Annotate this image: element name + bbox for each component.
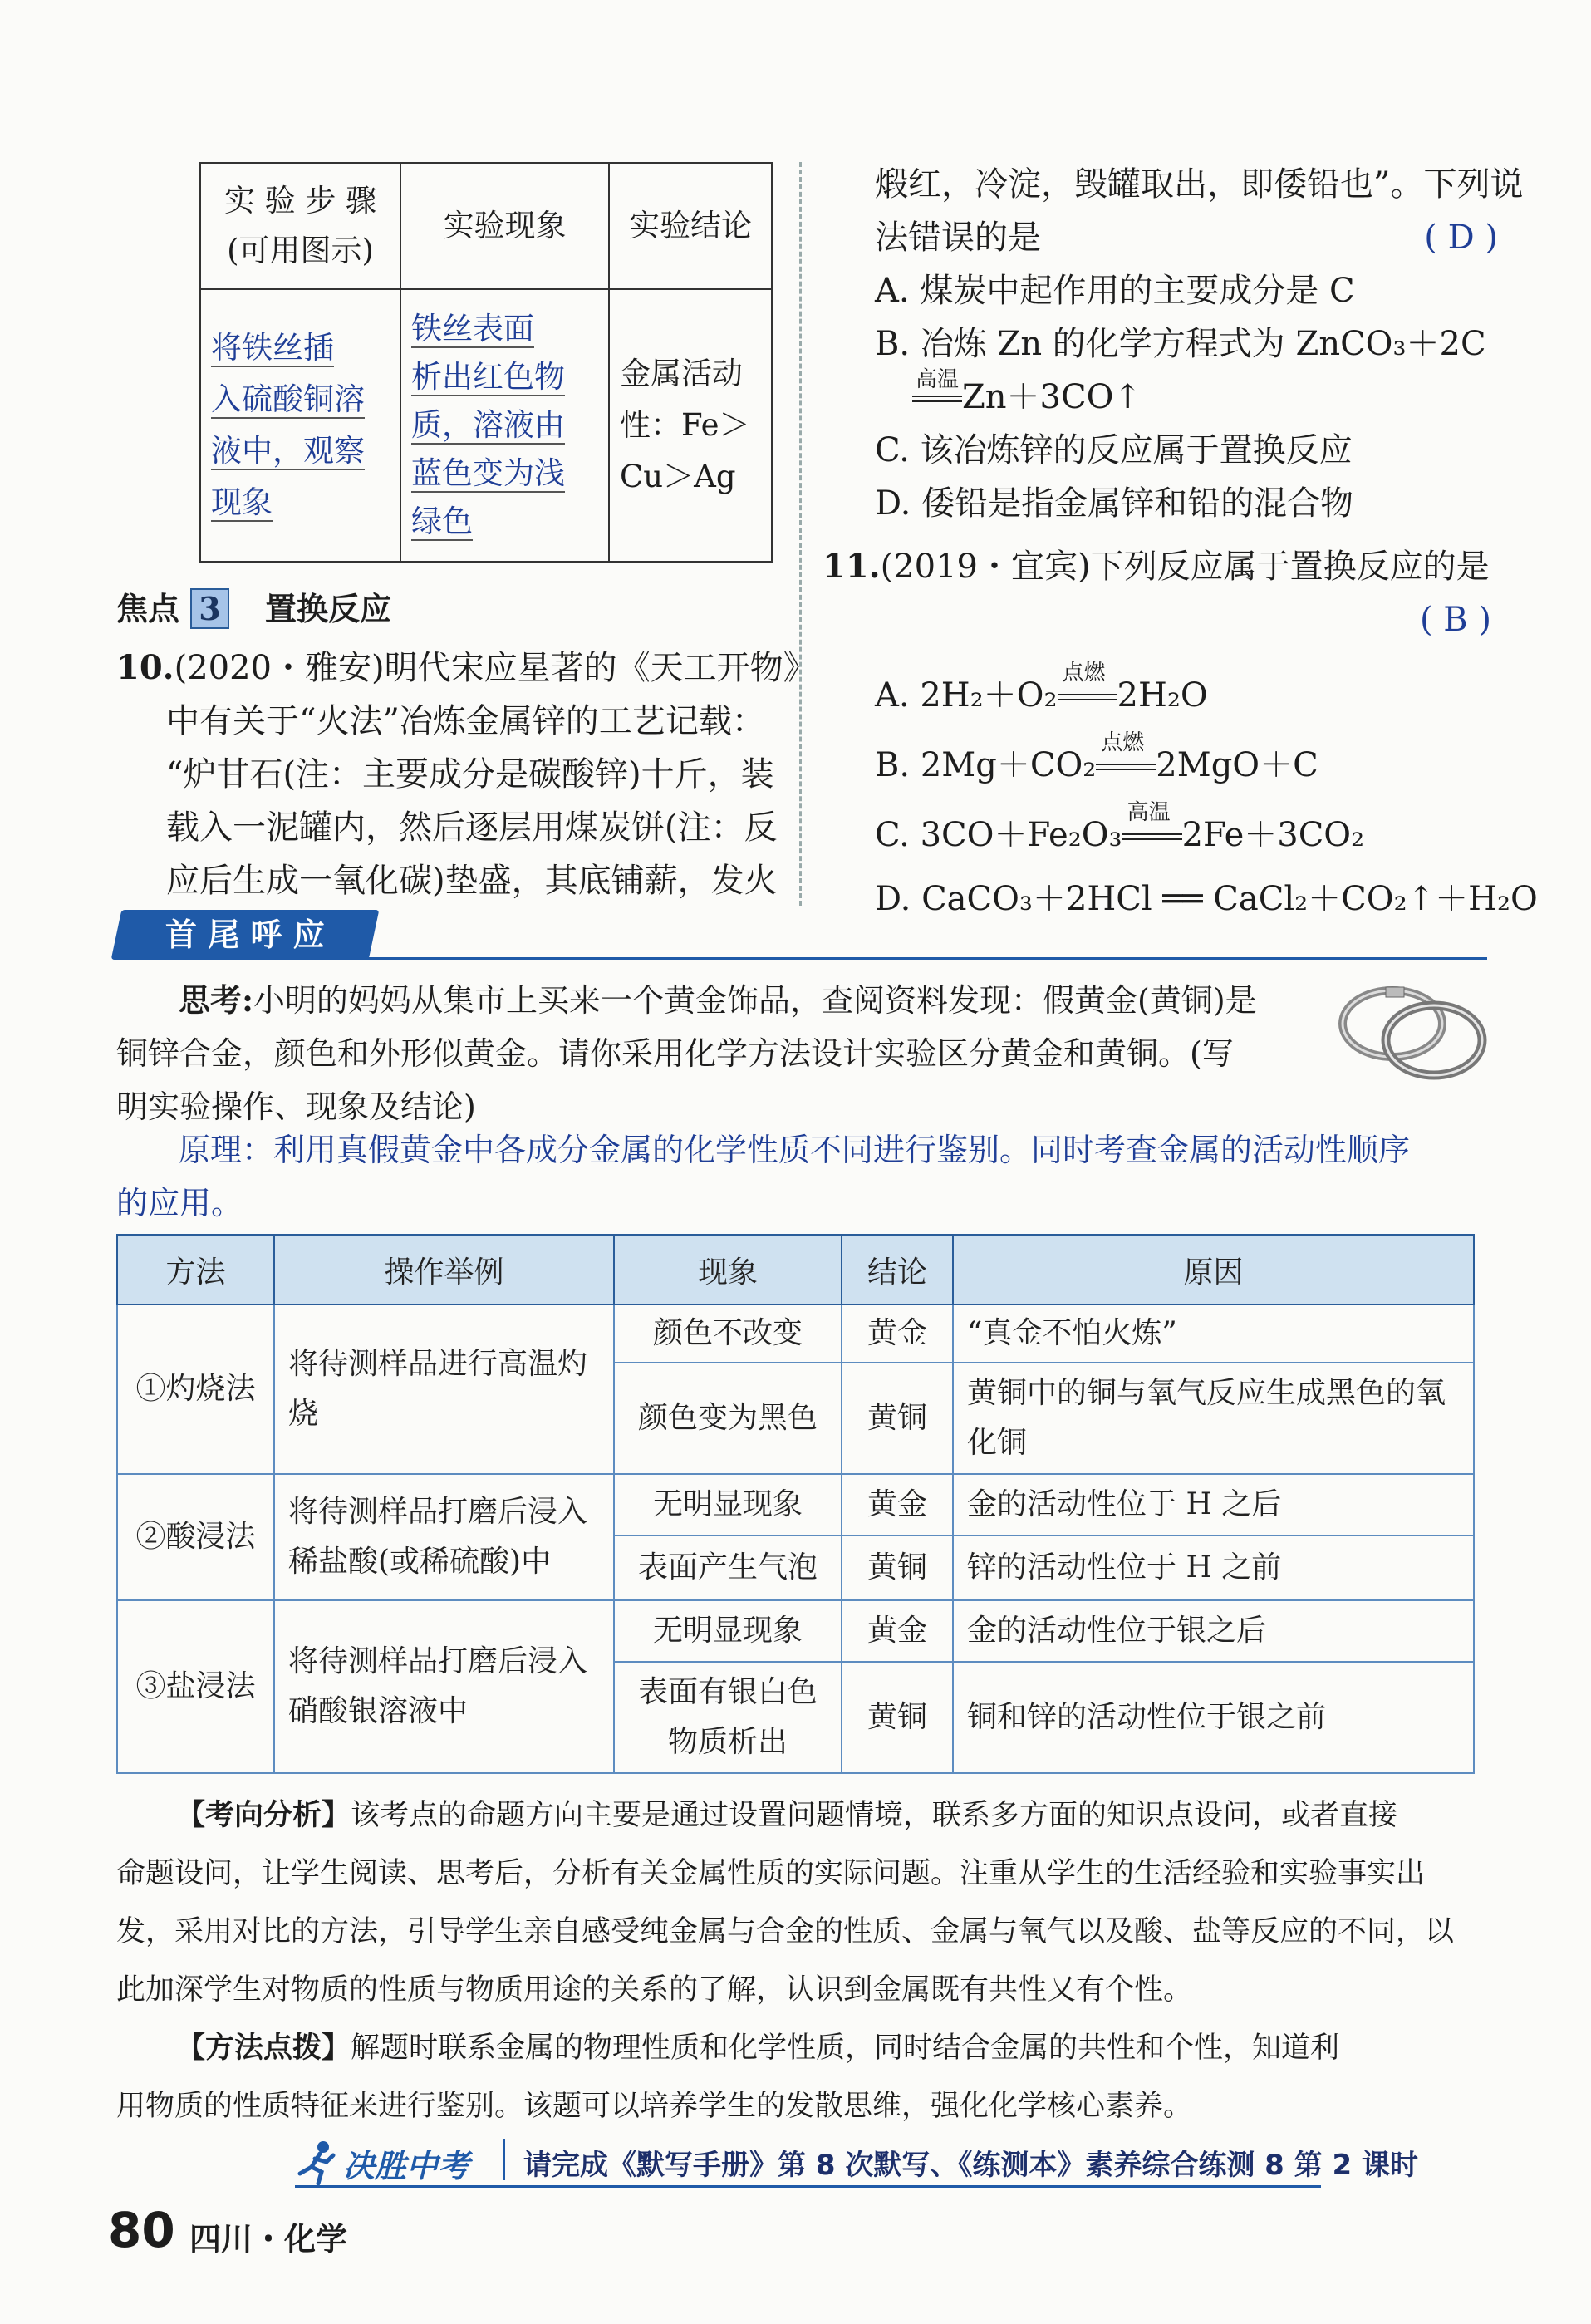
q10-cont-line: 煅红，冷淀，毁罐取出，即倭铅也”。下列说 bbox=[875, 165, 1524, 204]
reaction-arrow bbox=[1096, 730, 1156, 800]
question-10 bbox=[116, 641, 817, 907]
method-tip-line: 解题时联系金属的物理性质和化学性质，同时结合金属的共性和个性，知道利 bbox=[351, 2032, 1340, 2065]
footer-brand: 决胜中考 bbox=[343, 2148, 470, 2184]
question-10-continued bbox=[875, 158, 1524, 530]
q11-answer: ( B ) bbox=[1419, 601, 1491, 639]
exp-step-cell bbox=[200, 289, 400, 562]
focus-number-badge: 3 bbox=[190, 588, 228, 629]
q11-b-products: 2MgO＋C bbox=[1156, 746, 1318, 784]
exp-conclusion-line: 金属活动 bbox=[620, 356, 743, 391]
reaction-arrow bbox=[912, 367, 962, 424]
q10-cont-line: 法错误的是 bbox=[875, 219, 1041, 257]
principle-line: 的应用。 bbox=[116, 1185, 243, 1221]
page-subject: 四川・化学 bbox=[189, 2221, 348, 2258]
cmp-operation: 将待测样品打磨后浸入稀盐酸(或稀硫酸)中 bbox=[274, 1474, 614, 1600]
q11-number: 11. bbox=[823, 547, 881, 586]
reaction-arrow bbox=[1122, 800, 1182, 870]
cmp-reason: “真金不怕火炼” bbox=[953, 1304, 1474, 1363]
cmp-conclusion: 黄铜 bbox=[842, 1662, 953, 1773]
cmp-reason: 黄铜中的铜与氧气反应生成黑色的氧化铜 bbox=[953, 1363, 1474, 1474]
analysis-line: 发，采用对比的方法，引导学生亲自感受纯金属与合金的性质、金属与氧气以及酸、盐等反应的不同，以 bbox=[116, 1915, 1455, 1948]
reaction-condition: 点燃 bbox=[1101, 730, 1145, 755]
cmp-operation: 将待测样品打磨后浸入硝酸银溶液中 bbox=[274, 1600, 614, 1773]
principle-line: 原理：利用真假黄金中各成分金属的化学性质不同进行鉴别。同时考查金属的活动性顺序 bbox=[179, 1132, 1411, 1168]
cmp-phenomenon: 无明显现象 bbox=[614, 1474, 842, 1535]
exp-phenomenon-line: 铁丝表面 bbox=[411, 311, 534, 346]
exp-phenomenon-line: 绿色 bbox=[411, 504, 473, 539]
method-tip-line: 用物质的性质特征来进行鉴别。该题可以培养学生的发散思维，强化化学核心素养。 bbox=[116, 2090, 1193, 2123]
rings-illustration bbox=[1336, 972, 1490, 1088]
footer-strip bbox=[295, 2137, 1418, 2188]
exp-header-step-line1: 实 验 步 骤 bbox=[223, 183, 377, 219]
cmp-phenomenon: 无明显现象 bbox=[614, 1600, 842, 1662]
cmp-header-phenomenon: 现象 bbox=[614, 1235, 842, 1304]
exp-header-phenomenon: 实验现象 bbox=[400, 163, 609, 289]
exp-step-line: 将铁丝插 bbox=[211, 330, 334, 366]
exp-conclusion-line: 性：Fe＞ bbox=[620, 407, 750, 443]
think-line: 小明的妈妈从集市上买来一个黄金饰品，查阅资料发现：假黄金(黄铜)是 bbox=[253, 982, 1257, 1019]
reaction-condition: 高温 bbox=[916, 367, 960, 392]
cmp-reason: 金的活动性位于银之后 bbox=[953, 1600, 1474, 1662]
exp-phenomenon-line: 蓝色变为浅 bbox=[411, 455, 565, 491]
cmp-header-method: 方法 bbox=[117, 1235, 274, 1304]
cmp-header-reason: 原因 bbox=[953, 1235, 1474, 1304]
q10-option-b: B. 冶炼 Zn 的化学方程式为 ZnCO₃＋2C bbox=[875, 325, 1486, 363]
q10-number: 10. bbox=[116, 648, 174, 687]
q10-answer: ( D ) bbox=[1424, 219, 1498, 257]
q10-line: 应后生成一氧化碳)垫盛，其底铺薪，发火 bbox=[166, 862, 778, 900]
section-banner bbox=[111, 910, 380, 960]
cmp-reason: 锌的活动性位于 H 之前 bbox=[953, 1535, 1474, 1600]
exp-phenomenon-line: 析出红色物 bbox=[411, 359, 565, 395]
reaction-condition: 点燃 bbox=[1062, 661, 1106, 685]
q11-option-a bbox=[875, 661, 1506, 730]
exp-header-conclusion: 实验结论 bbox=[609, 163, 772, 289]
cmp-operation: 将待测样品进行高温灼烧 bbox=[274, 1304, 614, 1474]
think-paragraph bbox=[116, 974, 1329, 1133]
focus-title: 置换反应 bbox=[264, 590, 391, 627]
cmp-conclusion: 黄金 bbox=[842, 1304, 953, 1363]
cmp-conclusion: 黄金 bbox=[842, 1600, 953, 1662]
cmp-conclusion: 黄铜 bbox=[842, 1363, 953, 1474]
cmp-reason: 金的活动性位于 H 之后 bbox=[953, 1474, 1474, 1535]
q11-c-reactants: C. 3CO＋Fe₂O₃ bbox=[875, 816, 1122, 854]
runner-icon bbox=[290, 2139, 340, 2185]
exp-phenomenon-cell bbox=[400, 289, 609, 562]
cmp-phenomenon: 表面产生气泡 bbox=[614, 1535, 842, 1600]
reaction-arrow bbox=[1058, 661, 1117, 730]
equals-sign bbox=[1122, 833, 1182, 840]
cmp-phenomenon: 颜色变为黑色 bbox=[614, 1363, 842, 1474]
cmp-method: ②酸浸法 bbox=[117, 1474, 274, 1600]
equals-sign bbox=[1058, 694, 1117, 700]
q11-stem: (2019・宜宾)下列反应属于置换反应的是 bbox=[880, 548, 1490, 586]
question-11 bbox=[823, 540, 1504, 646]
exp-phenomenon-line: 质，溶液由 bbox=[411, 407, 565, 443]
think-line: 明实验操作、现象及结论) bbox=[116, 1088, 476, 1125]
footer-note: 请完成《默写手册》第 8 次默写、《练测本》素养综合练测 8 第 2 课时 bbox=[523, 2149, 1418, 2182]
q11-a-products: 2H₂O bbox=[1117, 676, 1208, 715]
exp-header-step bbox=[200, 163, 400, 289]
exp-step-line: 入硫酸铜溶 bbox=[211, 381, 365, 417]
cmp-header-conclusion: 结论 bbox=[842, 1235, 953, 1304]
exp-conclusion-cell bbox=[609, 289, 772, 562]
cmp-reason: 铜和锌的活动性位于银之前 bbox=[953, 1662, 1474, 1773]
q10-option-b-equation bbox=[875, 367, 1506, 424]
analysis-line: 该考点的命题方向主要是通过设置问题情境，联系多方面的知识点设问，或者直接 bbox=[351, 1799, 1398, 1832]
cmp-method: ③盐浸法 bbox=[117, 1600, 274, 1773]
q10-line: “炉甘石(注：主要成分是碳酸锌)十斤，装 bbox=[166, 755, 774, 794]
q10-option-d: D. 倭铅是指金属锌和铅的混合物 bbox=[875, 484, 1354, 523]
principle-paragraph bbox=[116, 1123, 1495, 1230]
method-tip-label: 【方法点拨】 bbox=[176, 2031, 351, 2065]
q11-options bbox=[875, 661, 1538, 928]
exp-header-step-line2: (可用图示) bbox=[227, 233, 374, 268]
q10-option-a: A. 煤炭中起作用的主要成分是 C bbox=[875, 272, 1355, 310]
q10-option-c: C. 该冶炼锌的反应属于置换反应 bbox=[875, 431, 1353, 469]
analysis-line: 命题设问，让学生阅读、思考后，分析有关金属性质的实际问题。注重从学生的生活经验和实验事实出 bbox=[116, 1857, 1426, 1890]
cmp-conclusion: 黄铜 bbox=[842, 1535, 953, 1600]
cmp-conclusion: 黄金 bbox=[842, 1474, 953, 1535]
q11-b-reactants: B. 2Mg＋CO₂ bbox=[875, 746, 1097, 784]
banner-title: 首 尾 呼 应 bbox=[165, 916, 325, 953]
q10-line: 中有关于“火法”冶炼金属锌的工艺记载： bbox=[166, 702, 765, 740]
q11-a-reactants: A. 2H₂＋O₂ bbox=[875, 676, 1058, 715]
column-divider bbox=[799, 162, 802, 906]
exp-step-line: 液中，观察 bbox=[211, 433, 365, 469]
method-tip-paragraph bbox=[116, 2019, 1495, 2135]
q10-line: (2020・雅安)明代宋应星著的《天工开物》 bbox=[174, 649, 817, 687]
exp-conclusion-line: Cu＞Ag bbox=[620, 459, 736, 494]
q11-option-d: D. CaCO₃＋2HCl ══ CaCl₂＋CO₂↑＋H₂O bbox=[875, 880, 1538, 918]
page-number: 80 bbox=[108, 2202, 175, 2258]
q10-option-b-products: Zn＋3CO↑ bbox=[962, 378, 1142, 416]
q10-line: 载入一泥罐内，然后逐层用煤炭饼(注：反 bbox=[166, 808, 778, 847]
cmp-phenomenon: 表面有银白色物质析出 bbox=[614, 1662, 842, 1773]
footer-divider bbox=[503, 2139, 505, 2180]
cmp-method: ①灼烧法 bbox=[117, 1304, 274, 1474]
equals-sign bbox=[912, 396, 962, 402]
think-label: 思考: bbox=[179, 981, 254, 1019]
exp-step-line: 现象 bbox=[211, 484, 273, 520]
experiment-table bbox=[199, 162, 773, 563]
focus-heading bbox=[116, 583, 391, 629]
comparison-table bbox=[116, 1234, 1475, 1774]
reaction-condition: 高温 bbox=[1127, 800, 1171, 825]
think-line: 铜锌合金，颜色和外形似黄金。请你采用化学方法设计实验区分黄金和黄铜。(写 bbox=[116, 1035, 1234, 1072]
cmp-header-operation: 操作举例 bbox=[274, 1235, 614, 1304]
cmp-phenomenon: 颜色不改变 bbox=[614, 1304, 842, 1363]
q11-option-b bbox=[875, 730, 1506, 800]
q11-c-products: 2Fe＋3CO₂ bbox=[1181, 816, 1365, 854]
analysis-line: 此加深学生对物质的性质与物质用途的关系的了解，认识到金属既有共性又有个性。 bbox=[116, 1973, 1193, 2007]
focus-label: 焦点 bbox=[116, 590, 180, 627]
q11-option-c bbox=[875, 800, 1506, 870]
equals-sign bbox=[1096, 764, 1156, 770]
analysis-label: 【考向分析】 bbox=[176, 1798, 351, 1832]
banner-rule bbox=[116, 957, 1487, 960]
analysis-paragraph bbox=[116, 1786, 1495, 2019]
